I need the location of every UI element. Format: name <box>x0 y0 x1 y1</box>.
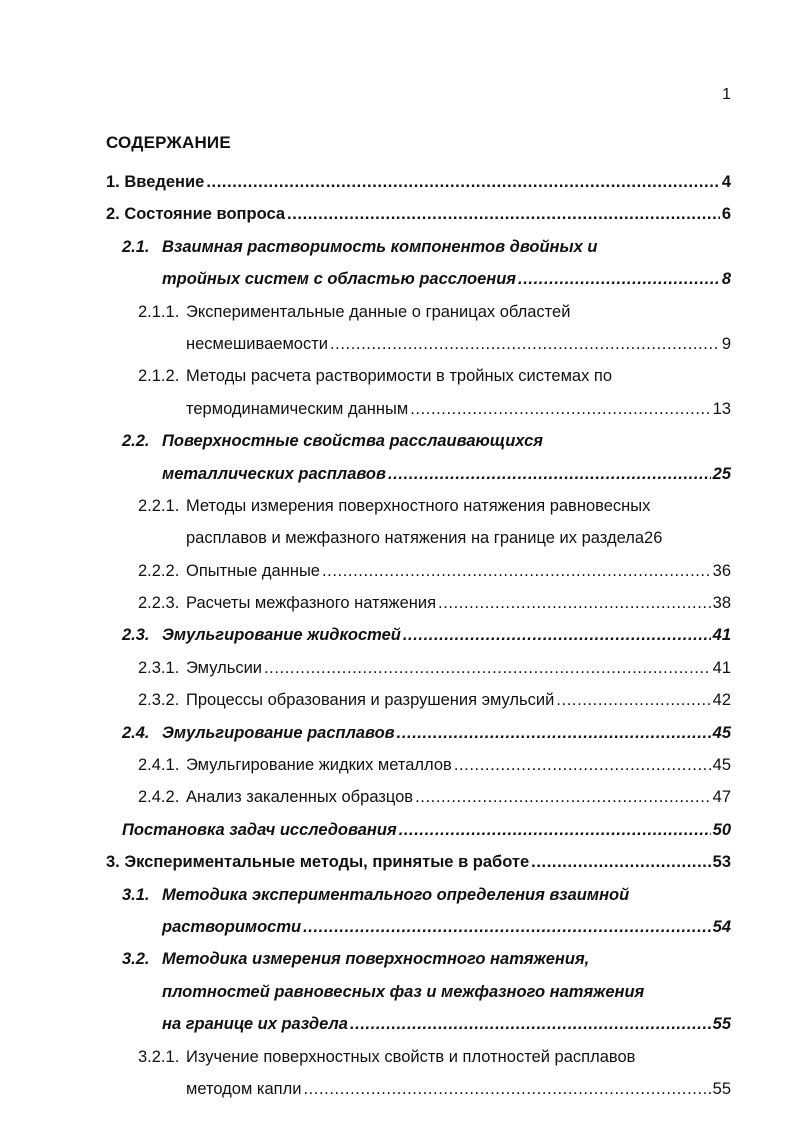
toc-entry[interactable] <box>0 846 793 878</box>
toc-entry-continuation[interactable] <box>0 393 793 425</box>
toc-entry-continuation[interactable] <box>0 1008 793 1040</box>
toc-entry-text: Расчеты межфазного натяжения <box>186 594 437 613</box>
toc-entry[interactable] <box>0 619 793 651</box>
toc-entry-number: 2.2.3. <box>138 594 180 613</box>
toc-leader <box>438 587 711 619</box>
toc-entry-number: 2.3.1. <box>138 658 180 677</box>
toc-entry-number: 2. <box>106 205 120 224</box>
toc-entry-number: 2.4. <box>122 723 150 742</box>
toc-entry-page: 36 <box>712 561 731 580</box>
toc-entry-page: 6 <box>721 205 731 224</box>
toc-leader <box>322 555 711 587</box>
toc-entry-text: Эмульгирование жидких металлов <box>186 756 452 775</box>
toc-entry[interactable] <box>0 717 793 749</box>
toc-entry-text: Процессы образования и разрушения эмульсий <box>186 691 555 710</box>
toc-entry-page: 8 <box>721 270 731 289</box>
toc-entry-number: 2.2.2. <box>138 561 180 580</box>
toc-entry-number: 2.4.1. <box>138 756 180 775</box>
toc-leader <box>330 328 720 360</box>
toc-entry-page: 45 <box>712 756 731 775</box>
toc-entry-number: 2.1.1. <box>138 302 180 321</box>
toc-entry-text: несмешиваемости <box>186 334 328 353</box>
toc-leader <box>415 781 711 813</box>
toc-entry-page: 45 <box>712 723 731 742</box>
toc-entry-number: 2.3. <box>122 626 150 645</box>
toc-entry-page: 54 <box>712 917 731 936</box>
toc-leader <box>303 1073 710 1105</box>
toc-entry-page: 4 <box>721 173 731 191</box>
toc-entry[interactable] <box>0 781 793 813</box>
toc-leader <box>264 652 711 684</box>
toc-entry-text: металлических расплавов <box>162 464 386 483</box>
toc-entry-page: 13 <box>712 399 731 418</box>
toc-leader <box>556 684 710 716</box>
toc-entry[interactable] <box>0 1041 793 1073</box>
toc-entry-text: термодинамическим данным <box>186 399 409 418</box>
toc-entry-page: 41 <box>712 626 731 645</box>
toc-entry[interactable] <box>0 555 793 587</box>
toc-leader <box>206 166 719 198</box>
toc-entry[interactable] <box>0 652 793 684</box>
toc-leader <box>531 846 710 878</box>
toc-entry-continuation[interactable] <box>0 263 793 295</box>
toc-entry-number: 2.2. <box>122 432 150 451</box>
toc-entry-page: 53 <box>712 853 731 872</box>
toc-entry-text: Эмульсии <box>186 658 262 677</box>
table-of-contents <box>0 166 793 1105</box>
toc-entry-text: плотностей равновесных фаз и межфазного натяжения <box>162 982 645 1001</box>
toc-entry-text: тройных систем с областью расслоения <box>162 270 517 289</box>
toc-entry-text: Состояние вопроса <box>124 205 286 224</box>
toc-entry-page: 42 <box>712 691 731 710</box>
toc-entry[interactable] <box>0 198 793 230</box>
toc-entry-text: Введение <box>124 173 205 191</box>
toc-leader <box>397 717 711 749</box>
toc-entry-text: расплавов и межфазного натяжения на границе их раздела <box>186 529 645 548</box>
toc-entry[interactable] <box>0 296 793 328</box>
toc-leader <box>410 393 710 425</box>
toc-entry[interactable] <box>0 166 793 198</box>
toc-entry-text: Постановка задач исследования <box>122 820 397 839</box>
toc-entry-text: Методы измерения поверхностного натяжения равновесных <box>186 496 651 515</box>
toc-entry-text: Экспериментальные методы, принятые в работе <box>124 853 530 872</box>
toc-entry-page: 38 <box>712 594 731 613</box>
toc-entry-continuation[interactable] <box>0 976 793 1008</box>
toc-entry[interactable] <box>0 231 793 263</box>
toc-entry-page: 26 <box>644 529 663 548</box>
toc-entry[interactable] <box>0 360 793 392</box>
toc-entry-number: 2.1.2. <box>138 367 180 386</box>
toc-entry-text: Опытные данные <box>186 561 320 580</box>
toc-entry-number: 2.2.1. <box>138 496 180 515</box>
toc-entry-text: Методика измерения поверхностного натяжения, <box>162 950 590 969</box>
toc-entry-page: 25 <box>712 464 731 483</box>
toc-entry[interactable] <box>0 490 793 522</box>
toc-entry[interactable] <box>0 879 793 911</box>
toc-entry[interactable] <box>0 425 793 457</box>
toc-entry-text: Методика экспериментального определения взаимной <box>162 885 630 904</box>
toc-entry-continuation[interactable] <box>0 328 793 360</box>
toc-entry-text: Взаимная растворимость компонентов двойных и <box>162 237 598 256</box>
toc-entry-text: Изучение поверхностных свойств и плотностей расплавов <box>186 1047 636 1066</box>
toc-entry[interactable] <box>0 684 793 716</box>
toc-entry-number: 2.3.2. <box>138 691 180 710</box>
toc-entry-page: 9 <box>721 334 731 353</box>
toc-leader <box>350 1008 711 1040</box>
toc-title: СОДЕРЖАНИЕ <box>106 133 231 152</box>
toc-entry-page: 50 <box>712 820 731 839</box>
toc-entry-text: растворимости <box>162 917 302 936</box>
toc-entry-continuation[interactable] <box>0 522 793 554</box>
toc-entry-text: Методы расчета растворимости в тройных системах по <box>186 367 613 386</box>
toc-entry-page: 55 <box>712 1079 731 1098</box>
toc-leader <box>403 619 711 651</box>
toc-entry[interactable] <box>0 943 793 975</box>
toc-entry-page: 41 <box>712 658 731 677</box>
toc-leader <box>454 749 711 781</box>
toc-entry-continuation[interactable] <box>0 911 793 943</box>
toc-leader <box>399 814 711 846</box>
toc-entry[interactable] <box>0 587 793 619</box>
toc-entry-text: Анализ закаленных образцов <box>186 788 414 807</box>
toc-entry-text: Эмульгирование расплавов <box>162 723 395 742</box>
toc-entry[interactable] <box>0 814 793 846</box>
toc-entry-number: 3.2.1. <box>138 1047 180 1066</box>
toc-entry-text: Экспериментальные данные о границах областей <box>186 302 571 321</box>
page-number: 1 <box>722 86 731 103</box>
toc-entry-page: 55 <box>712 1015 731 1034</box>
toc-entry-text: Эмульгирование жидкостей <box>162 626 401 645</box>
toc-entry-text: методом капли <box>186 1079 302 1098</box>
toc-leader <box>287 198 720 230</box>
toc-entry-number: 1. <box>106 173 120 191</box>
toc-entry-page: 47 <box>712 788 731 807</box>
toc-entry-number: 3.2. <box>122 950 150 969</box>
toc-entry[interactable] <box>0 749 793 781</box>
toc-entry-text: на границе их раздела <box>162 1015 348 1034</box>
toc-leader <box>388 458 711 490</box>
toc-entry-number: 2.4.2. <box>138 788 180 807</box>
toc-entry-number: 3.1. <box>122 885 150 904</box>
toc-entry-continuation[interactable] <box>0 1073 793 1105</box>
toc-leader <box>303 911 711 943</box>
toc-entry-number: 3. <box>106 853 120 872</box>
toc-entry-text: Поверхностные свойства расслаивающихся <box>162 432 543 451</box>
toc-leader <box>518 263 720 295</box>
toc-entry-number: 2.1. <box>122 237 150 256</box>
toc-entry-continuation[interactable] <box>0 458 793 490</box>
